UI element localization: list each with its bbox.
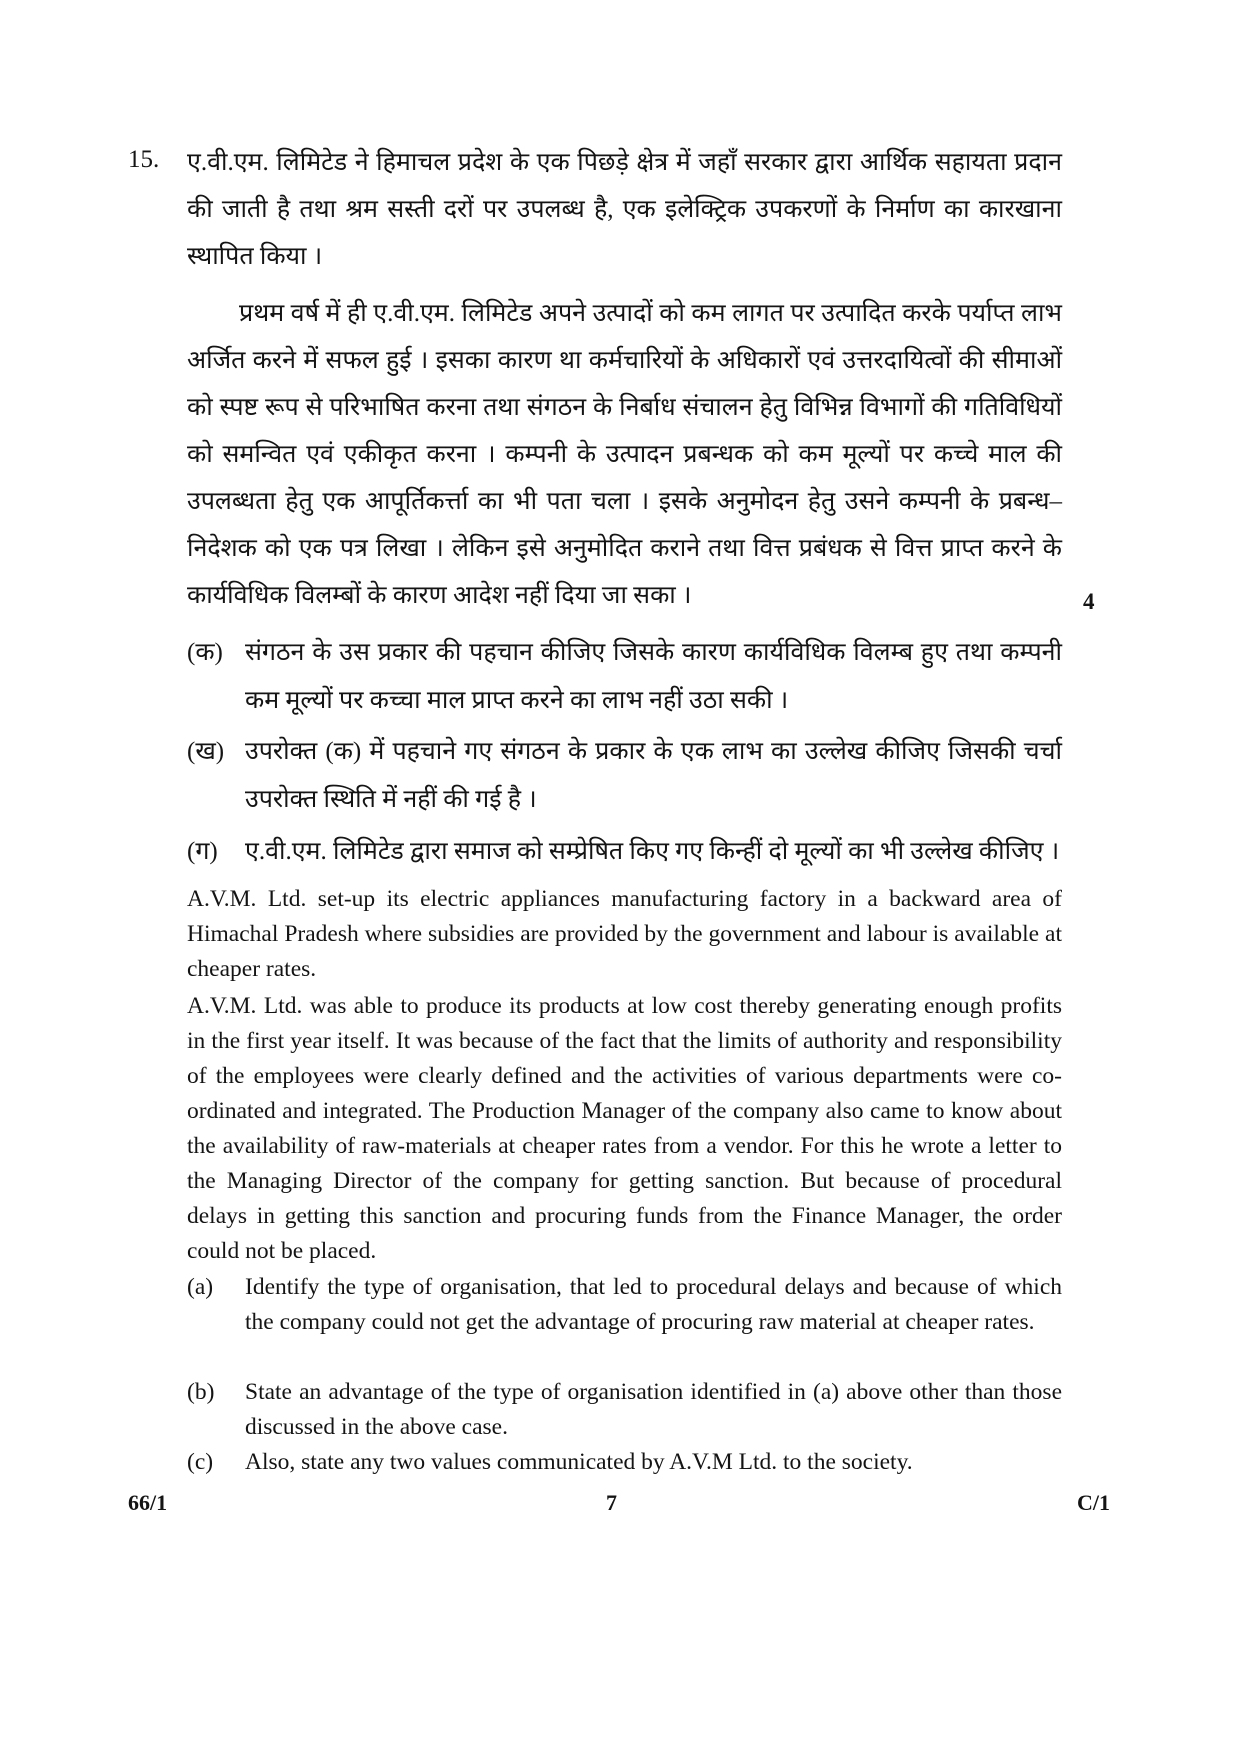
part-label: (ग) (187, 838, 218, 865)
part-text: State an advantage of the type of organisation identified in (a) above other than those discussed in the above case. (245, 1379, 1062, 1440)
part-text: Identify the type of organisation, that led to procedural delays and because of which the company could not get the advantage of procuring raw material at cheaper rates. (245, 1274, 1062, 1335)
marks-label: 4 (1083, 589, 1095, 614)
footer-page-number: 7 (606, 1490, 617, 1515)
part-label: (ख) (187, 738, 225, 765)
english-part-c (187, 1445, 1062, 1480)
english-paragraph-intro: A.V.M. Ltd. set-up its electric appliances manufacturing factory in a backward area of Himachal Pradesh where subsidies are provided by the government and labour is available at cheaper rates. (187, 886, 1062, 982)
part-text: Also, state any two values communicated by A.V.M Ltd. to the society. (245, 1449, 913, 1475)
part-label: (a) (187, 1274, 214, 1300)
english-part-a (187, 1270, 1062, 1340)
english-part-b (187, 1375, 1062, 1445)
hindi-part-ka (187, 629, 1062, 725)
hindi-paragraph-intro: ए.वी.एम. लिमिटेड ने हिमाचल प्रदेश के एक पिछड़े क्षेत्र में जहाँ सरकार द्वारा आर्थिक सहायता प्रदान की जाती है तथा श्रम सस्ती दरों पर उपलब्ध है, एक इलेक्ट्रिक उपकरणों के निर्माण का कारखाना स्थापित किया । (187, 149, 1062, 270)
footer-set-code: C/1 (1077, 1490, 1110, 1515)
hindi-part-kha (187, 728, 1062, 824)
part-text: ए.वी.एम. लिमिटेड द्वारा समाज को सम्प्रेषित किए गए किन्हीं दो मूल्यों का भी उल्लेख कीजिए । (245, 838, 1060, 865)
hindi-paragraph-case: प्रथम वर्ष में ही ए.वी.एम. लिमिटेड अपने उत्पादों को कम लागत पर उत्पादित करके पर्याप्त लाभ अर्जित करने में सफल हुई । इसका कारण था कर्मचारियों के अधिकारों एवं उत्तरदायित्वों की सीमाओं को स्पष्ट रूप से परिभाषित करना तथा संगठन के निर्बाध संचालन हेतु विभिन्न विभागों की गतिविधियों को समन्वित एवं एकीकृत करना । कम्पनी के उत्पादन प्रबन्धक को कम मूल्यों पर कच्चे माल की उपलब्धता हेतु एक आपूर्तिकर्त्ता का भी पता चला । इसके अनुमोदन हेतु उसने कम्पनी के प्रबन्ध–निदेशक को एक पत्र लिखा । लेकिन इसे अनुमोदित कराने तथा वित्त प्रबंधक से वित्त प्राप्त करने के कार्यविधिक विलम्बों के कारण आदेश नहीं दिया जा सका । (187, 300, 1062, 609)
english-paragraph-case: A.V.M. Ltd. was able to produce its products at low cost thereby generating enough profits in the first year itself. It was because of the fact that the limits of authority and responsibility of the employees were clearly defined and the activities of various departments were co-ordinated and integrated. The Production Manager of the company also came to know about the availability of raw-materials at cheaper rates from a vendor. For this he wrote a letter to the Managing Director of the company for getting sanction. But because of procedural delays in getting this sanction and procuring funds from the Finance Manager, the order could not be placed. (187, 993, 1062, 1264)
part-label: (क) (187, 639, 223, 666)
hindi-part-ga (187, 828, 1062, 876)
footer-paper-code: 66/1 (128, 1490, 168, 1515)
question-number: 15. (128, 146, 160, 173)
part-label: (b) (187, 1379, 215, 1405)
part-text: उपरोक्त (क) में पहचाने गए संगठन के प्रकार के एक लाभ का उल्लेख कीजिए जिसकी चर्चा उपरोक्त स्थिति में नहीं की गई है । (245, 738, 1062, 813)
part-label: (c) (187, 1449, 214, 1475)
part-text: संगठन के उस प्रकार की पहचान कीजिए जिसके कारण कार्यविधिक विलम्ब हुए तथा कम्पनी कम मूल्यों पर कच्चा माल प्राप्त करने का लाभ नहीं उठा सकी । (245, 639, 1062, 714)
